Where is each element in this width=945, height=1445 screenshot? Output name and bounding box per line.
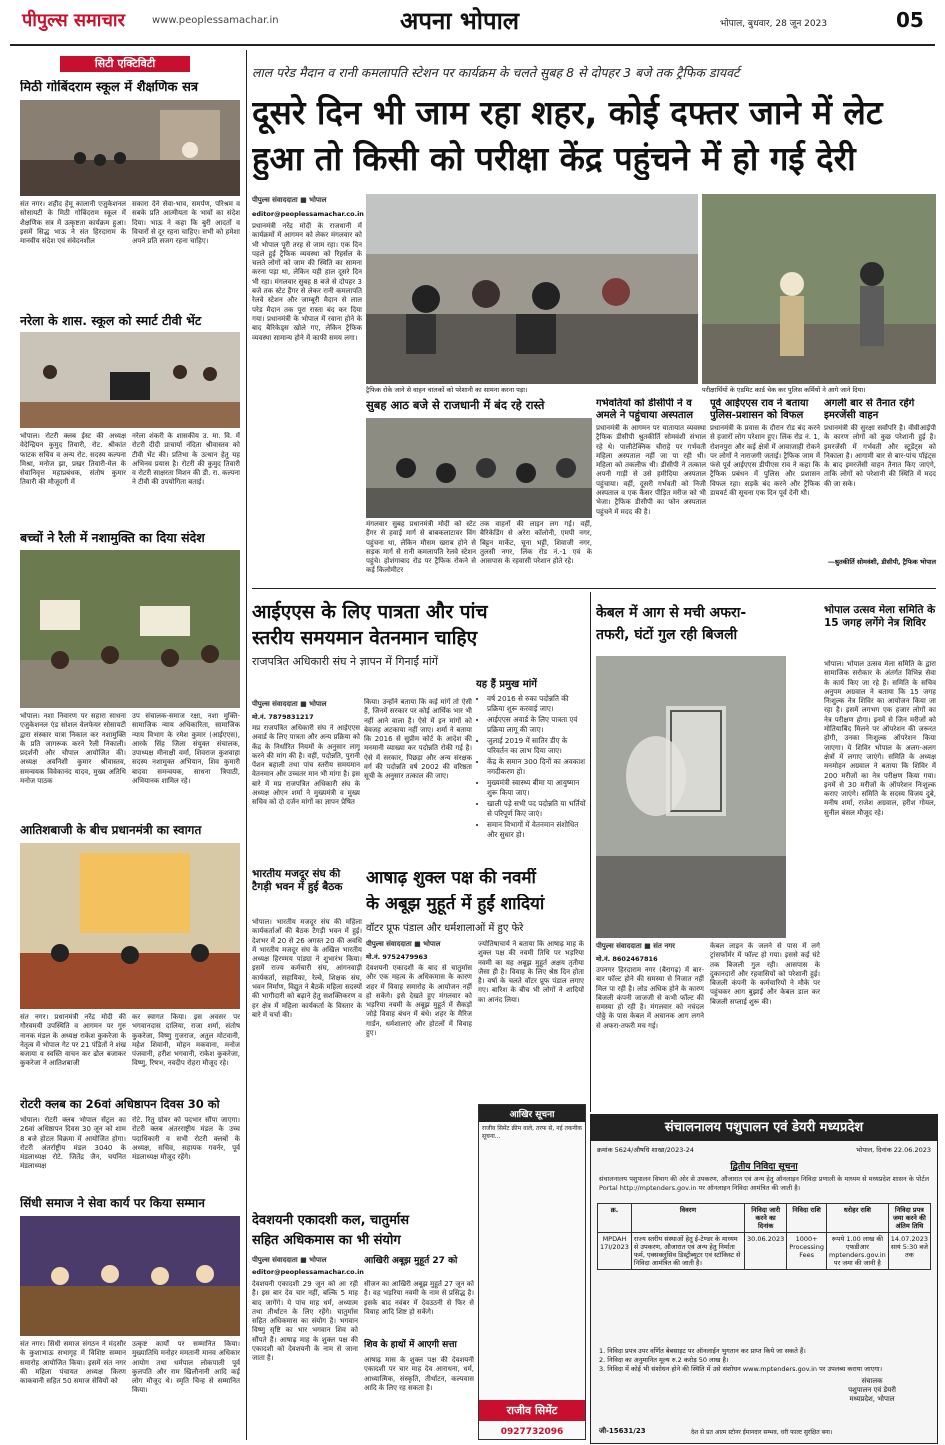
- tender-header-cell: विवरण: [631, 1204, 744, 1233]
- tender-footer-code: जी-15631/23: [599, 1427, 646, 1435]
- story1-col1: संत नगर। शहीद हेमू कालानी एजुकेशनल सोसायटी के मिठी गोबिंदराम स्कूल में शैक्षणिक सत्र में उत्कृष्टता कार्यक्रम हुआ। इसमें सिद्ध भाऊ ने संत हिरदाराम के मानवीय संदेश एवं संवेदनशील: [20, 200, 126, 246]
- tender-cell: 14.07.2023 सायं 5:30 बजे तक: [888, 1233, 930, 1270]
- ad-phone: 0927732096: [500, 1427, 564, 1437]
- wedding-col1: देवशयनी एकादशी के बाद से चातुर्मास और एक महत्व के अधिकमास के कारण शहर में विवाह समारोह के आयोजन नहीं हो सकेंगे। इसे देखते हुए मंगलवार को भड़रिया नवमी के अबूझ मुहूर्त में सैकड़ों जोड़े विवाह बंधन में बंधे। शहर के मैरिज गार्डन, धर्मशालाएं और होटलों में विवाह हुए।: [366, 964, 472, 1038]
- emergency-sign: —श्रुतकीर्ति सोमवंशी, डीसीपी, ट्रैफिक भोपाल: [827, 558, 936, 566]
- tender-sign-line2: पशुपालन एवं डेयरी: [848, 1386, 896, 1394]
- wedding-headline-line2: के अबूझ मुहूर्त में हुईं शादियां: [366, 894, 545, 914]
- lead-col1: प्रधानमंत्री नरेंद्र मोदी के राजधानी में कार्यक्रमों में आगमन को लेकर मंगलवार को भी भोपाल पूरी तरह से जाम रहा। एक दिन पहले हुई ट्रैफिक व्यवस्था को रिहर्सल के चलते लोगों को जाम की स्थिति का सामना करना पड़ा था, लेकिन यही हाल दूसरे दिन भी रहा। मंगलवार सुबह 8 बजे से दोपहर 3 बजे तक स्टेट हैंगर से लेकर रानी कमलापति रेलवे स्टेशन और जाम्बूरी मैदान से लाल परेड मैदान तक पूरा रास्ता बंद कर दिया गया। प्रधानमंत्री के भोपाल में रवाना होने के बाद बैरिकेड्स खोले गए, लेकिन ट्रैफिक व्यवस्था सामान्य होने में काफी समय लगा।: [252, 222, 362, 342]
- tender-header-cell: धरोहर राशि: [826, 1204, 888, 1233]
- website: www.peoplessamachar.in: [152, 15, 279, 26]
- cable-mobile: मो.नं. 8602467816: [596, 955, 658, 963]
- emergency-body: प्रधानमंत्री की सुरक्षा सर्वोपरि है। वीवीआईपी के कारण लोगों को कुछ परेशानी हुई है। इमरजेंसी में गर्भवती और स्टूडेंट्स को निकाला है। आगामी बार से बार-पांच पॉइंट्स के बाद इमरजेंसी वाहन तैनात किए जाएंगे, ताकि लोगों को परेशानी की स्थिति में मदद की जा सके।: [824, 424, 936, 488]
- cable-byline: पीपुल्स संवाददाता ■ संत नगर: [596, 942, 676, 950]
- tender-dept: संचालनालय पशुपालन एवं डेयरी मध्यप्रदेश: [591, 1115, 937, 1141]
- lead-photo-side: [702, 194, 936, 384]
- ias-demands-list: [476, 694, 586, 839]
- tender-sign: [817, 1377, 927, 1404]
- wedding-mobile: मो.नं. 9752479963: [366, 953, 428, 961]
- story3-col2: उप संचालक-समाज रक्षा, नशा मुक्ति-सामाजिक न्याय अधिकारिता, सामाजिक न्याय विभाग के रमेश कुमार (आईएएस), आरके सिंह जिला संयुक्त संचालक, उपाध्यक्ष मीनाक्षी वर्मा, शिवराज कुशवाहा सदस्य नशामुक्त अभियान, शिव कुमारी बादवा समन्वयक, साधना त्रिपाठी, अभियानक शामिल रहे।: [132, 712, 240, 786]
- ad-title: आखिर सूचना: [479, 1105, 585, 1122]
- tender-sign-line3: मध्यप्रदेश, भोपाल: [849, 1395, 895, 1403]
- lead-headline-line2: हुआ तो किसी को परीक्षा केंद्र पहुंचने में हो गई देरी: [252, 139, 856, 178]
- ekadashi-headline-line1: देवशयनी एकादशी कल, चातुर्मास: [252, 1213, 410, 1228]
- bms-headline: भारतीय मजदूर संघ की टैगड़ी भवन में हुई बैठक: [252, 868, 343, 893]
- story1-headline: मिठी गोबिंदराम स्कूल में शैक्षणिक सत्र: [20, 80, 199, 95]
- page-number: 05: [896, 8, 924, 32]
- ips-headline: पूर्व आईएएस राव ने बताया पुलिस-प्रशासन को विफल: [710, 398, 809, 421]
- ias-byline: पीपुल्स संवाददाता ■ भोपाल: [252, 700, 327, 708]
- tender-notice: [590, 1114, 938, 1444]
- tender-header-cell: निविदा जारी करने का दिनांक: [745, 1204, 787, 1233]
- traffic-photo: [366, 418, 592, 518]
- ias-mobile: मो.नं. 7879831217: [252, 713, 314, 721]
- traffic-col1: मंगलवार सुबह प्रधानमंत्री मोदी को स्टेट हैंगर से हवाई मार्ग से बाबकलाटावर विंग पहुंचना था, लेकिन मौसम खराब होने से सड़क मार्ग से रानी कमलापति रेलवे स्टेशन पहुंचे। होशंगाबाद रोड पर ट्रैफिक रोकने से कई किलोमीटर: [366, 520, 476, 575]
- lead-headline-line1: दूसरे दिन भी जाम रहा शहर, कोई दफ्तर जाने में लेट: [252, 93, 883, 132]
- tender-note: 2. निविदा का अनुमानित मूल्य रु.2 करोड़ 50 लाख है।: [599, 1356, 729, 1364]
- tender-cell: रूपये 1.00 लाख की एफडीआर mptenders.gov.in पर जमा की जानी है: [826, 1233, 888, 1270]
- city-activity-tag: सिटी एक्टिविटी: [60, 56, 190, 72]
- tender-title: द्वितीय निविदा सूचना: [730, 1162, 798, 1172]
- story4-photo: [20, 843, 240, 1009]
- story2-col1: भोपाल। रोटरी क्लब ईस्ट की अध्यक्ष वेदेन्द्रियन कुमुद तिवारी, रोट. श्रीकांत फाटक सचिव व अन्य रोट. सदस्य कल्पना मिश्रा, मनोज झा, प्रखर तिवारी-मेल के सेवानिवृत्त महाप्रबंधक, संतोष कुमार तिवारी की मौजूदगी में: [20, 432, 126, 487]
- bms-body: भोपाल। भारतीय मजदूर संघ की महिला कार्यकर्ताओं की बैठक टैगड़ी भवन में हुई। देशभर में 20 से 26 अगस्त 20 की अवधि में भारतीय मजदूर संघ के अखिल भारतीय अध्यक्ष हिरण्मय पांड्या ने शुभारंभ किया। इसमें राज्य कर्मचारी संघ, आंगनवाड़ी कार्यकर्ता, सहायिका, रेल्वे, शिक्षक संघ, भवन निर्माण, विद्युत ने बैठकें महिला सदस्यों की भागीदारी को बढ़ाने हेतु सशक्तिकरण व हर क्षेत्र में महिला कार्यकर्ता के विस्तार के बारे में चर्चा की।: [252, 918, 362, 1019]
- masthead: [0, 0, 945, 48]
- story5-col2: रोटे. रितु ग्रोवर को पदभार सौंपा जाएगा। रोटरी क्लब अंतरराष्ट्रीय मंडल के उच्च पदाधिकारी व सभी रोटरी क्लबों के अध्यक्ष, सचिव, सहायक गवर्नर, पूर्व मंडलाध्यक्ष मौजूद रहेंगे।: [132, 1116, 240, 1162]
- tender-cell: राज्य स्तरीय संस्थाओं हेतु ई-टेण्डर के माध्यम से उपकरण, औजारात एवं अन्य हेतु निर्माता फर्म, एक्सक्लूसिव डिस्ट्रीब्यूटर एवं स्टॉकिस्ट से निविदा आमंत्रित की जाती है।: [631, 1233, 744, 1270]
- camp-body: भोपाल। भोपाल उत्सव मेला समिति के द्वारा सामाजिक सरोकार के अंतर्गत विभिन्न सेवा के कार्य किए जा रहे हैं। समिति के सचिव अनुपम अग्रवाल ने बताया कि 15 जगह निःशुल्क नेत्र शिविर का आयोजन किया जा रहा है। इसमें लगभग एक हजार लोगों का नेत्र परीक्षण होगा। इनमें से जिन मरीजों को मोतियाबिंद मिलने पर ऑपरेशन की जरूरत होगी, उनका निःशुल्क ऑपरेशन किया जाएगा। ये शिविर भोपाल के अलग-अलग क्षेत्रों में लगाए जाएंगे। समिति के अध्यक्ष मनमोहन अग्रवाल ने बताया कि शिविर में 200 मरीजों का नेत्र परीक्षण किया गया। इनमें से 30 मरीजों के ऑपरेशन निःशुल्क कराए जाएंगे। समिति के सदस्य विजय दुबे, मनीष शर्मा, राजेश अग्रवाल, हरीश गोयल, सुनील बंसल मौजूद रहे।: [824, 660, 936, 817]
- ias-demands-box: [476, 676, 586, 862]
- ias-demand-item: • समान विभागों में वेतनमान संशोधित और सुधार हो।: [487, 820, 586, 839]
- cable-headline-line1: केबल में आग से मची अफरा-: [596, 605, 747, 621]
- wedding-byline: पीपुल्स संवाददाता ■ भोपाल: [366, 940, 441, 948]
- cable-col1: उपनगर हिरदाराम नगर (बैरागढ़) में बार-बार फॉल्ट होने की समस्या से निजात नहीं मिल पा रही है। लोड अधिक होने के कारण बिजली कंपनी जाजजी से कभी फॉल्ट की समस्या हो रही है। मंगलवार को नचंदल पोठ्ठे के पास केबल में अचानक आग लगने से अफरा-तफरी मच गई।: [596, 966, 704, 1030]
- tender-notes: [599, 1347, 929, 1374]
- ias-headline-line1: आईएएस के लिए पात्रता और पांच: [252, 601, 488, 623]
- ias-col1: मप्र राजपत्रित अधिकारी संघ ने आईएएस अवार्ड के लिए पात्रता और अन्य प्रक्रिया को केंद्र के निर्धारित नियमों के अनुसार लागू करने की मांग की है। वहीं, पदोन्नति, पुरानी पेंशन बहाली तथा पांच स्तरीय समयमान वेतनमान और उच्चतर मान भी मांगा है। इस बारे में मप्र राजपत्रित अधिकारी संघ के अध्यक्ष ओएन शर्मा ने मुख्यमंत्री व मुख्य सचिव को दो दर्जन मांगों का ज्ञापन प्रेषित: [252, 724, 360, 807]
- emergency-headline: अगली बार से तैनात रहेंगे इमरजेंसी वाहन: [824, 398, 915, 421]
- story6-col1: संत नगर। सिंधी समाज संगठन ने मंदसौर के कुशाभाऊ सभागृह में विशिष्ट सम्मान समारोह आयोजित किया। इसमें संत नगर की महिला पंचायत अध्यक्ष किरण काकवानी सहित 50 समाज सेवियों को: [20, 1340, 126, 1386]
- tender-note: 3. निविदा में कोई भी संशोधन होने की स्थिति में उसे संशोधन www.mptenders.gov.in पर उपलब्ध कराया जाएगा।: [599, 1365, 883, 1373]
- wedding-subhead: वॉटर प्रूफ पंडाल और धर्मशालाओं में हुए फेरे: [366, 923, 524, 934]
- ias-headline-line2: स्तरीय समयमान वेतनमान चाहिए: [252, 627, 478, 649]
- logo: पीपुल्स समाचार: [22, 10, 125, 31]
- story3-photo: [20, 550, 240, 708]
- tender-cell: 30.06.2023: [745, 1233, 787, 1270]
- ekadashi-byline: पीपुल्स संवाददाता ■ भोपाल: [252, 1256, 327, 1264]
- ad-body: राजीव सिमेंट क्रीम वाले, तरफ से, नई तकनीक सूचना...: [482, 1125, 582, 1140]
- cable-col2: केबल लाइन के जलने से पास में लगे ट्रांसफॉर्मर में फॉल्ट हो गया। इससे कई घंटे तक बिजली गुल रही। आसपास के दुकानदारों और रहवासियों को परेशानी हुई। बिजली कंपनी के कर्मचारियों ने मौके पर पहुंचकर आग बुझाई और केबल डाल कर बिजली सप्लाई शुरू की।: [710, 942, 820, 1006]
- lead-email: editor@peoplessamachar.co.in: [252, 210, 364, 218]
- camp-headline: भोपाल उत्सव मेला समिति के 15 जगह लगेंगे नेत्र शिविर: [824, 604, 936, 629]
- tender-footer-note: देश से प्रत आत्म स्टोनर ईमानदार सम्भव, धरी फाल्ट सुरक्षित बना।: [691, 1429, 833, 1436]
- ias-demands-heading: यह हैं प्रमुख मांगें: [476, 679, 537, 690]
- story4-headline: आतिशबाजी के बीच प्रधानमंत्री का स्वागत: [20, 823, 202, 837]
- tender-note: 1. निविदा प्रपत्र उपर वर्णित बेबसाइट पर ऑनलाईन भुगतान कर प्राप्त किये जा सकते हैं।: [599, 1347, 806, 1355]
- story2-col2: नरेला शंकरी के शासकीय उ. मा. वि. में रोटरी दीदी प्राचार्या नंदिता श्रीवास्तव को टीवी भेंट की। प्रतिभा के उत्थान हेतु यह अभिनव प्रयास है। रोटरी की कुमुद तिवारी व रोटरी साक्षरता मिशन की डी. रा. कल्पना ने टीवी की उपयोगिता बताई।: [132, 432, 240, 487]
- story6-headline: सिंधी समाज ने सेवा कार्य पर किया सम्मान: [20, 1196, 205, 1210]
- dateline: भोपाल, बुधवार, 28 जून 2023: [720, 19, 828, 29]
- cable-headline-line2: तफरी, घंटों गुल रही बिजली: [596, 627, 738, 643]
- tender-cell: MPDAH 17I/2023: [598, 1233, 632, 1270]
- ekadashi-col2: सीजन का आखिरी अबूझ मुहूर्त 27 जून को है। वह भड़रिया नवमी के नाम से प्रसिद्ध है। इसके बाद नवंबर में देवउठनी से फिर से विवाह आदि शिष्ट हो सकेंगे।: [364, 1280, 474, 1316]
- ias-demand-item: • मुख्यमंत्री स्वास्थ्य बीमा या आयुष्मान शुरू किया जाए।: [487, 778, 586, 797]
- ekadashi-col2-head2: शिव के हाथों में आएगी सत्ता: [364, 1340, 457, 1350]
- tender-table: [597, 1203, 931, 1270]
- tender-header-cell: निविदा राशि: [787, 1204, 827, 1233]
- lead-photo-side-caption: परीक्षार्थियों के एडमिट कार्ड चेक कर पुलिस कर्मियों ने आगे जाने दिया।: [702, 386, 866, 394]
- ias-demand-item: • वर्ष 2016 से रुका पदोन्नति की प्रक्रिया शुरू करवाई जाए।: [487, 694, 586, 713]
- ekadashi-headline-line2: सहित अधिकमास का भी संयोग: [252, 1233, 401, 1248]
- story1-col2: सकारा देने सेवा-भाव, समर्पण, परिश्रम व सबके प्रति आत्मीयता के भावों का संदेश दिया। भाऊ ने कहा कि बुरी आदतों व विचारों से दूर रहना चाहिए। सभी को हमेशा अपने प्रति सजग रहना चाहिए।: [132, 200, 240, 246]
- tender-cell: 1000+ Processing Fees: [787, 1233, 827, 1270]
- tender-ref: क्रमांक 5624/औषधि शाखा/2023-24: [597, 1146, 694, 1154]
- story5-headline: रोटरी क्लब का 26वां अधिष्ठापन दिवस 30 को: [20, 1097, 220, 1111]
- tender-header-cell: निविदा प्रपत्र जमा करने की अंतिम तिथि: [888, 1204, 930, 1233]
- pregnant-body: प्रधानमंत्री के आगमन पर यातायात व्यवस्था ट्रैफिक डीसीपी श्रुतकीर्ति सोमवंशी संभाल रहे थे। पालीटेक्निक चौराहे पर गर्भवती महिला अस्पताल नहीं जा पा रही थी। महिला को तकलीफ थी। डीसीपी ने तत्काल अपनी गाड़ी से उसे हमीदिया अस्पताल पहुंचाया। वहीं, दूसरी गर्भवती को निजी अस्पताल व एक कैंसर पीड़ित मरीज को भी भेजा। ट्रैफिक डीसीपी का फोन अस्पताल पहुंचने में मदद की है।: [596, 424, 706, 516]
- ias-demand-item: • खाली पड़े सभी पद पदोन्नति या भर्तियों से परिपूर्ण किए जाएं।: [487, 799, 586, 818]
- story1-photo: [20, 100, 240, 196]
- ekadashi-email: editor@peoplessamachar.co.in: [252, 1268, 364, 1276]
- wedding-headline-line1: आषाढ़ शुक्ल पक्ष की नवमीं: [366, 868, 536, 888]
- story5-col1: भोपाल। रोटरी क्लब भोपाल सेंट्रल का 26वां अधिष्ठापन दिवस 30 जून को शाम 8 बजे होटल विक्रमा में आयोजित होगा। रोटरी अंतर्राष्ट्रीय मंडल 3040 के मंडलाध्यक्ष रोटे. जितेंद्र जैन, चयनित मंडलाध्यक्ष: [20, 1116, 126, 1171]
- section-title: अपना भोपाल: [400, 7, 520, 35]
- ekadashi-col2-head: आखिरी अबूझ मुहूर्त 27 को: [364, 1256, 458, 1266]
- tender-date: भोपाल, दिनांक 22.06.2023: [856, 1146, 931, 1154]
- ias-col2: किया। उन्होंने बताया कि कई मांगें तो ऐसी हैं, जिनमें सरकार पर कोई आर्थिक भार भी नहीं आने वाला है। ऐसे में इन मांगों को बेवजह अटकाया नहीं जाए। शर्मा ने बताया कि 2016 से सुप्रीम कोर्ट के आदेश की मनमानी व्याख्या कर पदोन्नति रोकी गई है। ऐसे में सरकार, पिछड़ा और अन्य संरक्षक वर्ग की पदोन्नति वर्ष 2002 की वरिष्ठता सूची के अनुसार तत्काल की जाए।: [364, 698, 472, 781]
- story6-photo: [20, 1216, 240, 1336]
- story3-col1: भोपाल। नशा निवारण पर सहारा साधना एजुकेशनल एंड सोशल वेलफेयर सोसायटी द्वारा संस्कार यात्रा निकाल कर नशामुक्ति के प्रति जागरूक करने रैली निकाली। प्रदर्शनी और चौपाल आयोजित की। अध्यक्ष अवनिशी कुमार श्रीवास्तव, समन्वयक विवेकानंद यादव, मुख्य अतिथि मनोज पाठक: [20, 712, 126, 786]
- story2-headline: नरेला के शास. स्कूल को स्मार्ट टीवी भेंट: [20, 313, 202, 328]
- story4-col1: संत नगर। प्रधानमंत्री नरेंद्र मोदी की गौरवमयी उपस्थिति व आगमन पर गुरु नानक मंडल के अध्यक्ष राकेश कुकरेजा के नेतृत्व में भोपाल गेट पर 21 पंडितों ने शंख बजाया व स्वस्ति वाचन कर ढोल बजाकर कुकरेजा ने आतिशबाजी: [20, 1013, 126, 1068]
- tender-header-cell: क्र.: [598, 1204, 632, 1233]
- wedding-col2: ज्योतिषाचार्य ने बताया कि आषाढ़ माह के शुक्ल पक्ष की नवमी तिथि पर भड़रिया नवमी का यह अबूझ मुहूर्त अक्षय तृतीया जैसा ही है। विवाह के लिए श्रेष्ठ दिन होता है। वर्षा के चलते वॉटर प्रूफ पंडाल लगाए गए। बारिश के बीच भी लोगों ने शादियों का आनंद लिया।: [478, 940, 584, 1004]
- ias-demand-item: • आईएएस अवार्ड के लिए पात्रता एवं प्रक्रिया लागू की जाए।: [487, 715, 586, 734]
- story6-col2: उत्कृष्ट कार्यों पर सम्मानित किया। मुख्यातिथि मनोहर ममतानी मानव अधिकार आयोग तथा धर्मपाल लोकपाली पूर्व कुलपति और राम खिलौनानी आदि कई लोग मौजूद थे। स्मृति चिन्ह से सम्मानित किया।: [132, 1340, 240, 1395]
- lead-byline: पीपुल्स संवाददाता ■ भोपाल: [252, 196, 327, 204]
- ad-brand: राजीव सिमेंट: [479, 1400, 585, 1421]
- traffic-col2: तक वाहनों की लाइन लग गई। वहीं, बैरिकेडिंग से अरेरा कॉलोनी, एमपी नगर, बिट्टन मार्केट, चूना भट्टी, शिवाजी नगर, तुलसी नगर, लिंक रोड नं.-1 एवं के आसपास के रहवासी परेशान होते रहे।: [480, 520, 592, 566]
- ias-subhead: राजपत्रित अधिकारी संघ ने ज्ञापन में गिनाईं मांगें: [252, 655, 438, 668]
- story3-headline: बच्चों ने रैली में नशामुक्ति का दिया संदेश: [20, 530, 205, 545]
- ias-demand-item: • केंद्र के समान 300 दिनों का अवकाश नगदीकरण हो।: [487, 757, 586, 776]
- lead-photo-main: [366, 194, 698, 384]
- ekadashi-col1: देवशयनी एकादशी 29 जून को आ रही है। इस बार देव चार नहीं, बल्कि 5 माह बाद जागेंगे। ये पांच माह धर्म, अध्यात्म तथा तीर्थाटन के लिए रहेंगे। चातुर्मास सहित अधिकमास का संयोग है। भगवान विष्णु सृष्टि का भार भगवान शिव को सौंपते हैं। आषाढ़ माह के शुक्ल पक्ष की एकादशी को देवशयनी के नाम से जाना जाता है।: [252, 1280, 358, 1363]
- pregnant-headline: गर्भवतियों को डीसीपी ने व अमले ने पहुंचाया अस्पताल: [596, 398, 693, 421]
- tender-sign-line1: संचालक: [861, 1377, 883, 1385]
- cable-photo: [596, 656, 786, 938]
- lead-photo-main-caption: ट्रैफिक रोके जाने से वाहन चालकों को परेशानी का सामना करना पड़ा।: [366, 386, 528, 394]
- ekadashi-col2b: आषाढ़ मास के शुक्ल पक्ष की देवशयनी एकादशी पर चार माह देव आराधना, धर्म, आध्यात्मिक, संस्कृति, तीर्थाटन, कल्पवास आदि के लिए रह सकता है।: [364, 1356, 474, 1392]
- ips-body: प्रधानमंत्री के प्रवास के दौरान रोड बंद करने से हजारों लोग परेशान हुए। लिंक रोड नं. 1, रोशनपुरा और कई क्षेत्रों में आवाजाही रोकने पर लोगों ने नाराजगी जताई। ट्रैफिक जाम में फंसे पूर्व आईएएस डीपीएस राव ने कहा कि ट्रैफिक प्रबंधन में पुलिस और प्रशासन विफल रहा। सड़कें बंद करने और ट्रैफिक डायवर्ट की सूचना एक दिन पूर्व देनी थी।: [710, 424, 820, 498]
- story4-col2: कर स्वागत किया। इस अवसर पर भगवानदास दालिया, राजा शर्मा, संतोष कुकरेजा, विष्णु गुजराज, अतुल मोटवानी, महेश शिवानी, मोहन मकवाना, मनोज पंजवानी, हरीश भगवानी, राकेश कुकरेजा, विष्णु, रिषभ, नवदीप रोहरा मौजूद रहे।: [132, 1013, 240, 1068]
- story2-photo: [20, 332, 240, 428]
- lead-kicker: लाल परेड मैदान व रानी कमलापति स्टेशन पर कार्यक्रम के चलते सुबह 8 से दोपहर 3 बजे तक ट्रैफिक डायवर्ट: [252, 65, 740, 80]
- ias-demand-item: • जुलाई 2019 में सातिर डीए के परिवर्तन का लाभ दिया जाए।: [487, 736, 586, 755]
- traffic-headline: सुबह आठ बजे से राजधानी में बंद रहे रास्ते: [366, 398, 545, 412]
- classified-ad: [478, 1104, 586, 1440]
- tender-intro: संचालनालय पशुपालन विभाग की ओर से उपकरण, औजारात एवं अन्य हेतु ऑनलाइन निविदा प्रणाली के माध्यम से मध्यप्रदेश शासन के पोर्टल Portal http://mptenders.gov.in पर ऑनलाइन निविदा आमंत्रित की जाती है।: [599, 1175, 929, 1192]
